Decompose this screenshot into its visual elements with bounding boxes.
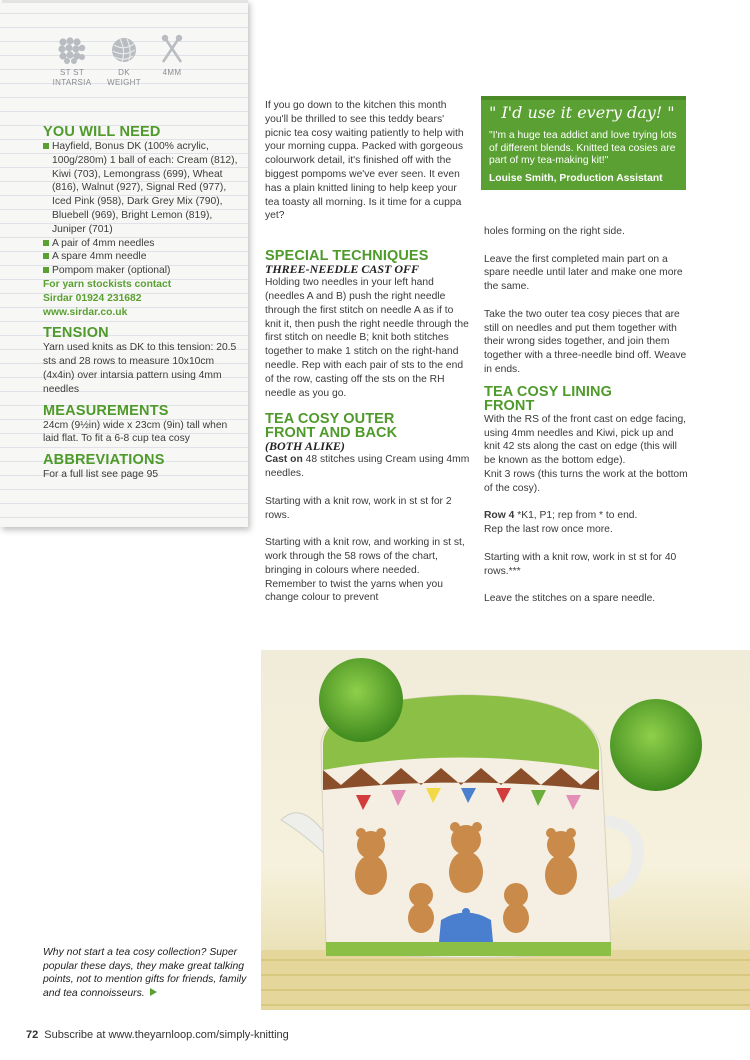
tension-heading: TENSION [43,325,109,342]
symbol-weight [104,34,144,88]
abbreviations-text: For a full list see page 95 [43,469,159,481]
cast-on-paragraph [265,453,470,481]
list-item: Hayfield, Bonus DK (100% acrylic, 100g/280m) 1 ball of each: Cream (812), Kiwi (703), Lemongrass (699), Wheat (816), Walnut (927), Signal Red (977), Iced Pink (958), Dark Grey Mix (790), Bluebell (969), Bright Lemon (819), Juniper (701) [43,140,243,237]
symbol-intarsia [52,34,92,88]
col3-paragraph-3: Take the two outer tea cosy pieces that are still on needles and put them together with their wrong sides together, and join them together with a three-needle bind off. Weave in ends. [484,308,687,375]
cast-on-label: Cast on [265,454,303,466]
you-will-need-heading: YOU WILL NEED [43,124,161,140]
measurements-heading: MEASUREMENTS [43,402,169,419]
column-two [265,99,470,605]
col3-paragraph-2: Leave the first completed main part on a spare needle until later and make one more the same. [484,253,683,293]
yarn-ball-icon [104,34,144,64]
col3-paragraph-7: Starting with a knit row, work in st st for 40 rows.*** [484,551,677,577]
both-alike-heading: (BOTH ALIKE) [265,439,345,454]
pattern-symbols [52,34,192,94]
measurements-text: 24cm (9½in) wide x 23cm (9in) tall when laid flat. To fit a 6-8 cup tea cosy [43,419,228,445]
quote-author: Louise Smith, Production Assistant [489,172,663,184]
quote-body: "I'm a huge tea addict and love trying lots of different blends. Knitted tea cosies are part of my tea-making kit!" [489,130,677,166]
arrow-right-icon [150,988,157,996]
special-techniques-heading: SPECIAL TECHNIQUES [265,248,429,265]
three-needle-text: Holding two needles in your left hand (needles A and B) push the right needle through the first stitch on needle A as if to knit it, then push the right needle through the first stitch on needle B; knit both stitches together to make 1 stitch on the right-hand needle. Rep with each pair of sts to the end of the row, casting off the sts on the RH needle as you go. [265,277,469,399]
col3-paragraph-4: With the RS of the front cast on edge facing, using 4mm needles and Kiwi, pick up and knit 42 sts along the cast on edge (this will be known as the bottom edge). [484,413,687,467]
symbol-label: ST ST INTARSIA [52,68,92,87]
stockists-phone: Sirdar 01924 231682 [43,292,142,304]
stockists-link[interactable]: www.sirdar.co.uk [43,306,128,318]
caption-text: Why not start a tea cosy collection? Super popular these days, they make great talking points, not to mention gifts for friends, family and tea connoisseurs. [43,947,247,999]
outer-heading-line2: FRONT AND BACK [265,425,398,442]
list-item: A spare 4mm needle [43,250,243,264]
list-item: A pair of 4mm needles [43,237,243,251]
row4-paragraph [484,509,690,523]
abbreviations-heading: ABBREVIATIONS [43,452,165,469]
page-footer [26,1029,289,1041]
column-three [484,225,690,606]
cast-on-text: 48 stitches using Cream using 4mm needles. [265,454,470,480]
tension-text: Yarn used knits as DK to this tension: 20.5 sts and 28 rows to measure 10x10cm (4x4in) over intarsia pattern using 4mm needles [43,342,237,395]
photo-caption [43,946,249,1000]
outer-paragraph-2: Starting with a knit row, and working in st st, work through the 58 rows of the chart, bringing in colours where needed. Remember to twist the yarns when you change colour to prevent [265,537,465,604]
lining-heading-line2: FRONT [484,397,535,414]
row4-text: *K1, P1; rep from * to end. [517,510,638,522]
symbol-label: 4MM [162,68,182,77]
list-item: Pompom maker (optional) [43,264,243,278]
outer-heading-line1: TEA COSY OUTER [265,411,395,428]
subscribe-link[interactable]: Subscribe at www.theyarnloop.com/simply-knitting [44,1029,289,1041]
tea-cosy-photo [261,650,750,1010]
col3-paragraph-8: Leave the stitches on a spare needle. [484,593,656,605]
page-number: 72 [26,1029,39,1041]
materials-sidebar [0,0,248,527]
intarsia-swatch-icon [52,34,92,64]
col3-paragraph-6: Rep the last row once more. [484,524,613,536]
outer-paragraph-1: Starting with a knit row, work in st st for 2 rows. [265,495,452,521]
symbol-needles [152,34,192,78]
col3-paragraph-1: holes forming on the right side. [484,226,625,237]
sidebar-content [43,124,243,482]
three-needle-heading: THREE-NEEDLE CAST OFF [265,262,420,277]
quote-title: " I'd use it every day! " [489,103,675,122]
stockists-text: For yarn stockists contact [43,278,172,290]
lining-heading-line1: TEA COSY LINING [484,383,612,400]
row4-label: Row 4 [484,510,515,522]
intro-paragraph: If you go down to the kitchen this month you'll be thrilled to see this teddy bears' picnic tea cosy waiting patiently to help with your morning cuppa. Packed with gorgeous colourwork detail, it's finished off with the biggest pompoms we've ever seen. It even has a plain knitted lining to help keep your tea toasty all morning. Is it time for a cuppa yet? [265,100,464,222]
quote-box [481,96,686,190]
col3-paragraph-5: Knit 3 rows (this turns the work at the bottom of the cosy). [484,468,688,494]
needles-icon [152,34,192,64]
symbol-label: DK WEIGHT [107,68,141,87]
